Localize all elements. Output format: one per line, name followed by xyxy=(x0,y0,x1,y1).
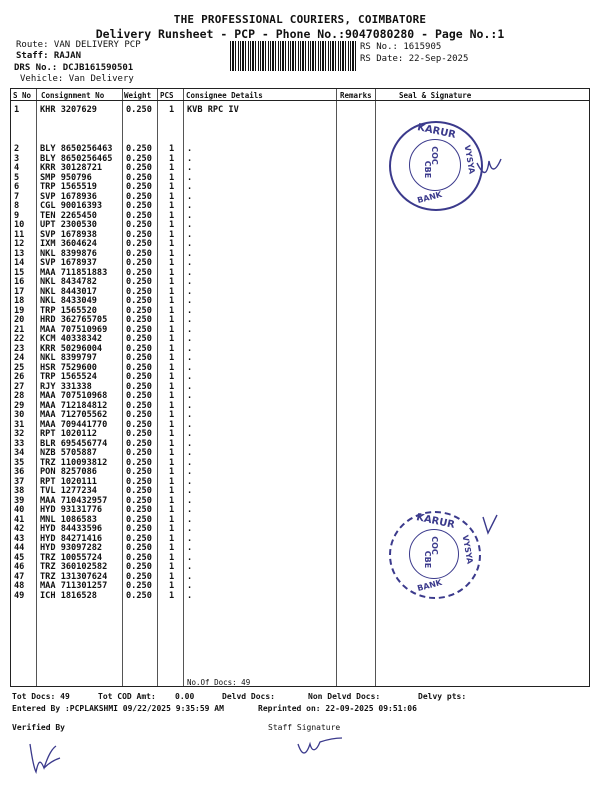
row-pcs: 1 xyxy=(169,476,175,487)
row-pcs: 1 xyxy=(169,362,175,373)
row-consignment: HYD 84433596 xyxy=(40,524,103,534)
row-sno: 18 xyxy=(14,296,25,306)
row-sno: 31 xyxy=(14,419,25,430)
row-consignment: SMP 950796 xyxy=(40,172,92,183)
signature-mark-top xyxy=(475,155,505,181)
row-consignment: BLR 695456774 xyxy=(40,438,108,449)
row-pcs: 1 xyxy=(169,163,175,173)
col-consignment-header: Consignment No xyxy=(41,91,105,100)
row-weight: 0.250 xyxy=(126,153,152,164)
row-consignee: . xyxy=(187,514,193,525)
row-consignee: . xyxy=(187,486,193,496)
row-pcs: 1 xyxy=(169,201,175,211)
row-consignment: PON 8257086 xyxy=(40,467,97,477)
row-sno: 25 xyxy=(14,362,25,373)
row-consignment: KRR 50296004 xyxy=(40,343,103,354)
row-weight: 0.250 xyxy=(126,239,152,249)
row-pcs: 1 xyxy=(169,144,175,154)
row-consignment: TRZ 131307624 xyxy=(40,571,108,582)
row-sno: 47 xyxy=(14,571,25,582)
row-pcs: 1 xyxy=(169,590,175,601)
row-consignee: . xyxy=(187,476,193,487)
verifier-signature xyxy=(26,738,66,778)
row-sno: 37 xyxy=(14,476,25,487)
row-sno: 4 xyxy=(14,163,20,173)
row-pcs: 1 xyxy=(169,324,175,335)
row-consignee: . xyxy=(187,438,193,449)
row-pcs: 1 xyxy=(169,305,175,316)
stamp2-bottom-text: BANK xyxy=(416,577,443,594)
row-consignment: KRR 30128721 xyxy=(40,163,103,173)
row-sno: 27 xyxy=(14,381,25,392)
runsheet-title: Delivery Runsheet - PCP - Phone No.:9047080280 - Page No.:1 xyxy=(95,27,505,41)
tot-cod-label: Tot COD Amt: xyxy=(98,692,156,701)
stamp2-right-text: VYSYA xyxy=(460,534,475,565)
company-name: THE PROFESSIONAL COURIERS, COIMBATORE xyxy=(173,13,427,26)
bank-stamp-bottom xyxy=(389,511,481,599)
row-pcs: 1 xyxy=(169,381,175,392)
col-seal-header: Seal & Signature xyxy=(399,91,472,100)
row-sno: 34 xyxy=(14,448,25,458)
row-weight: 0.250 xyxy=(126,315,152,325)
row-consignee: . xyxy=(187,343,193,354)
row-sno: 1 xyxy=(14,105,20,115)
row-pcs: 1 xyxy=(169,495,175,506)
row-pcs: 1 xyxy=(169,486,175,496)
row-pcs: 1 xyxy=(169,343,175,354)
row-pcs: 1 xyxy=(169,334,175,344)
row-pcs: 1 xyxy=(169,524,175,534)
row-consignment: KCM 40338342 xyxy=(40,334,103,344)
row-pcs: 1 xyxy=(169,562,175,572)
row-sno: 42 xyxy=(14,524,25,534)
row-sno: 30 xyxy=(14,410,25,420)
row-weight: 0.250 xyxy=(126,429,152,439)
row-weight: 0.250 xyxy=(126,448,152,458)
row-pcs: 1 xyxy=(169,552,175,563)
row-weight: 0.250 xyxy=(126,305,152,316)
row-pcs: 1 xyxy=(169,277,175,287)
row-consignee: . xyxy=(187,372,193,382)
row-consignment: MAA 710432957 xyxy=(40,495,108,506)
non-delvd-docs: Non Delvd Docs: xyxy=(308,692,381,701)
row-sno: 3 xyxy=(14,153,20,164)
row-weight: 0.250 xyxy=(126,163,152,173)
row-consignee: . xyxy=(187,191,193,202)
row-pcs: 1 xyxy=(169,400,175,411)
row-weight: 0.250 xyxy=(126,267,152,278)
row-pcs: 1 xyxy=(169,229,175,240)
row-pcs: 1 xyxy=(169,514,175,525)
row-consignment: BLY 8650256465 xyxy=(40,153,113,164)
row-consignee: . xyxy=(187,562,193,572)
row-consignee: . xyxy=(187,153,193,164)
row-sno: 33 xyxy=(14,438,25,449)
row-consignment: MAA 707510969 xyxy=(40,324,108,335)
row-weight: 0.250 xyxy=(126,343,152,354)
row-weight: 0.250 xyxy=(126,505,152,515)
row-sno: 48 xyxy=(14,581,25,591)
row-consignment: KHR 3207629 xyxy=(40,105,97,115)
row-consignment: SVP 1678936 xyxy=(40,191,97,202)
row-consignment: TRP 1565519 xyxy=(40,182,97,192)
col-sno-header: S No xyxy=(13,91,32,100)
rs-date: RS Date: 22-Sep-2025 xyxy=(360,54,469,64)
row-sno: 46 xyxy=(14,562,25,572)
row-weight: 0.250 xyxy=(126,400,152,411)
row-consignment: RPT 1020112 xyxy=(40,429,97,439)
row-weight: 0.250 xyxy=(126,324,152,335)
row-sno: 49 xyxy=(14,590,25,601)
row-consignment: MNL 1086583 xyxy=(40,514,97,525)
col-remarks-header: Remarks xyxy=(340,91,372,100)
barcode-image xyxy=(230,41,358,71)
row-consignee: . xyxy=(187,210,193,221)
row-consignee: . xyxy=(187,362,193,373)
row-pcs: 1 xyxy=(169,191,175,202)
row-sno: 45 xyxy=(14,552,25,563)
row-consignee: . xyxy=(187,353,193,363)
row-weight: 0.250 xyxy=(126,552,152,563)
row-consignment: NKL 8443017 xyxy=(40,286,97,297)
row-weight: 0.250 xyxy=(126,191,152,202)
row-consignment: UPT 2300530 xyxy=(40,220,97,230)
row-pcs: 1 xyxy=(169,248,175,259)
row-pcs: 1 xyxy=(169,419,175,430)
row-consignee: . xyxy=(187,410,193,420)
staff-label: Staff: RAJAN xyxy=(16,51,82,61)
row-pcs: 1 xyxy=(169,286,175,297)
row-sno: 8 xyxy=(14,201,20,211)
row-consignee: . xyxy=(187,277,193,287)
row-sno: 14 xyxy=(14,258,25,268)
entered-by: Entered By :PCPLAKSHMI 09/22/2025 9:35:59 AM xyxy=(12,704,224,713)
row-sno: 39 xyxy=(14,495,25,506)
row-weight: 0.250 xyxy=(126,277,152,287)
row-consignment: MAA 709441770 xyxy=(40,419,108,430)
row-pcs: 1 xyxy=(169,410,175,420)
row-weight: 0.250 xyxy=(126,229,152,240)
row-consignee: . xyxy=(187,201,193,211)
row-pcs: 1 xyxy=(169,210,175,221)
row-weight: 0.250 xyxy=(126,201,152,211)
row-consignment: NKL 8433049 xyxy=(40,296,97,306)
delvy-pts: Delvy pts: xyxy=(418,692,467,701)
row-pcs: 1 xyxy=(169,220,175,230)
row-weight: 0.250 xyxy=(126,353,152,363)
row-pcs: 1 xyxy=(169,391,175,401)
row-consignee: . xyxy=(187,172,193,183)
row-weight: 0.250 xyxy=(126,182,152,192)
row-consignee: . xyxy=(187,419,193,430)
row-weight: 0.250 xyxy=(126,296,152,306)
runsheet-table xyxy=(10,88,590,687)
row-pcs: 1 xyxy=(169,571,175,582)
row-weight: 0.250 xyxy=(126,457,152,468)
row-consignee: . xyxy=(187,400,193,411)
row-weight: 0.250 xyxy=(126,486,152,496)
row-consignee: . xyxy=(187,524,193,534)
row-pcs: 1 xyxy=(169,296,175,306)
row-consignment: SVP 1678937 xyxy=(40,258,97,268)
row-weight: 0.250 xyxy=(126,210,152,221)
row-consignee: . xyxy=(187,505,193,515)
row-consignment: MAA 707510968 xyxy=(40,391,108,401)
row-consignment: CGL 90016393 xyxy=(40,201,103,211)
row-consignment: NKL 8434782 xyxy=(40,277,97,287)
row-pcs: 1 xyxy=(169,153,175,164)
row-pcs: 1 xyxy=(169,105,175,115)
col-pcs-header: PCS xyxy=(160,91,174,100)
row-consignment: HRD 362765705 xyxy=(40,315,108,325)
row-sno: 26 xyxy=(14,372,25,382)
row-pcs: 1 xyxy=(169,239,175,249)
row-pcs: 1 xyxy=(169,258,175,268)
row-pcs: 1 xyxy=(169,467,175,477)
row-weight: 0.250 xyxy=(126,372,152,382)
row-weight: 0.250 xyxy=(126,419,152,430)
row-consignment: RPT 1020111 xyxy=(40,476,97,487)
row-weight: 0.250 xyxy=(126,220,152,230)
row-pcs: 1 xyxy=(169,448,175,458)
row-sno: 11 xyxy=(14,229,25,240)
row-consignment: BLY 8650256463 xyxy=(40,144,113,154)
row-consignment: HYD 84271416 xyxy=(40,533,103,544)
row-sno: 38 xyxy=(14,486,25,496)
stamp-bottom-text: BANK xyxy=(416,189,443,206)
stamp2-top-text: KARUR xyxy=(415,512,456,531)
tot-cod-value: 0.00 xyxy=(175,692,195,701)
stamp2-center-cbe: CBE xyxy=(423,550,433,569)
row-weight: 0.250 xyxy=(126,533,152,544)
row-weight: 0.250 xyxy=(126,495,152,506)
row-sno: 41 xyxy=(14,514,25,525)
row-pcs: 1 xyxy=(169,505,175,515)
row-consignee: . xyxy=(187,305,193,316)
row-consignment: NKL 8399797 xyxy=(40,353,97,363)
row-weight: 0.250 xyxy=(126,381,152,392)
row-weight: 0.250 xyxy=(126,590,152,601)
row-pcs: 1 xyxy=(169,533,175,544)
row-consignee: . xyxy=(187,163,193,173)
row-sno: 13 xyxy=(14,248,25,259)
row-sno: 35 xyxy=(14,457,25,468)
row-sno: 24 xyxy=(14,353,25,363)
row-consignment: HSR 7529600 xyxy=(40,362,97,373)
row-consignee: . xyxy=(187,495,193,506)
row-consignee: . xyxy=(187,391,193,401)
row-consignee: . xyxy=(187,229,193,240)
no-of-docs: No.Of Docs: 49 xyxy=(187,678,251,687)
row-weight: 0.250 xyxy=(126,105,152,115)
row-consignee: . xyxy=(187,296,193,306)
row-consignee: . xyxy=(187,448,193,458)
row-sno: 29 xyxy=(14,400,25,411)
row-weight: 0.250 xyxy=(126,172,152,183)
row-consignee: . xyxy=(187,467,193,477)
row-consignee: KVB RPC IV xyxy=(187,105,239,115)
row-consignee: . xyxy=(187,590,193,601)
vehicle-label: Vehicle: Van Delivery xyxy=(20,74,134,84)
row-consignee: . xyxy=(187,182,193,192)
row-weight: 0.250 xyxy=(126,334,152,344)
route-label: Route: VAN DELIVERY PCP xyxy=(16,40,141,50)
row-weight: 0.250 xyxy=(126,562,152,572)
row-sno: 16 xyxy=(14,277,25,287)
row-weight: 0.250 xyxy=(126,543,152,553)
row-consignment: MAA 711301257 xyxy=(40,581,108,591)
row-consignment: TRZ 110093812 xyxy=(40,457,108,468)
row-pcs: 1 xyxy=(169,182,175,192)
row-consignment: TEN 2265450 xyxy=(40,210,97,221)
row-consignment: HYD 93131776 xyxy=(40,505,103,515)
row-weight: 0.250 xyxy=(126,476,152,487)
reprinted-on: Reprinted on: 22-09-2025 09:51:06 xyxy=(258,704,417,713)
tot-docs: Tot Docs: 49 xyxy=(12,692,70,701)
row-consignee: . xyxy=(187,315,193,325)
drs-number: DRS No.: DCJB161590501 xyxy=(14,63,134,73)
row-sno: 32 xyxy=(14,429,25,439)
row-weight: 0.250 xyxy=(126,286,152,297)
row-pcs: 1 xyxy=(169,372,175,382)
row-weight: 0.250 xyxy=(126,391,152,401)
row-pcs: 1 xyxy=(169,172,175,183)
row-sno: 44 xyxy=(14,543,25,553)
row-consignee: . xyxy=(187,248,193,259)
row-weight: 0.250 xyxy=(126,144,152,154)
row-sno: 40 xyxy=(14,505,25,515)
row-consignment: HYD 93097282 xyxy=(40,543,103,553)
row-consignment: ICH 1816528 xyxy=(40,590,97,601)
row-consignment: NKL 8399876 xyxy=(40,248,97,259)
row-consignee: . xyxy=(187,267,193,278)
row-sno: 23 xyxy=(14,343,25,354)
row-consignee: . xyxy=(187,429,193,439)
row-pcs: 1 xyxy=(169,315,175,325)
row-consignee: . xyxy=(187,324,193,335)
col-consignee-header: Consignee Details xyxy=(186,91,263,100)
stamp-center-coc: COC xyxy=(429,146,439,165)
row-consignee: . xyxy=(187,334,193,344)
row-consignment: SVP 1678938 xyxy=(40,229,97,240)
row-sno: 22 xyxy=(14,334,25,344)
row-sno: 19 xyxy=(14,305,25,316)
row-weight: 0.250 xyxy=(126,258,152,268)
stamp2-center-coc: COC xyxy=(429,536,439,555)
row-pcs: 1 xyxy=(169,581,175,591)
bank-stamp-top xyxy=(389,121,483,211)
row-weight: 0.250 xyxy=(126,514,152,525)
row-sno: 2 xyxy=(14,144,20,154)
row-consignment: MAA 712705562 xyxy=(40,410,108,420)
row-consignment: RJY 331338 xyxy=(40,381,92,392)
row-consignee: . xyxy=(187,258,193,268)
row-consignee: . xyxy=(187,286,193,297)
row-consignee: . xyxy=(187,381,193,392)
row-consignment: TRP 1565524 xyxy=(40,372,97,382)
row-weight: 0.250 xyxy=(126,438,152,449)
row-sno: 43 xyxy=(14,533,25,544)
row-sno: 5 xyxy=(14,172,20,183)
row-weight: 0.250 xyxy=(126,362,152,373)
row-consignment: NZB 5705887 xyxy=(40,448,97,458)
row-pcs: 1 xyxy=(169,267,175,278)
row-weight: 0.250 xyxy=(126,524,152,534)
verified-by-label: Verified By xyxy=(12,723,65,732)
row-pcs: 1 xyxy=(169,457,175,468)
row-pcs: 1 xyxy=(169,429,175,439)
col-weight-header: Weight xyxy=(124,91,152,100)
staff-signature-label: Staff Signature xyxy=(268,723,341,732)
row-consignee: . xyxy=(187,543,193,553)
row-consignee: . xyxy=(187,533,193,544)
staff-signature-mark xyxy=(296,734,344,758)
row-sno: 6 xyxy=(14,182,20,192)
signature-mark-bottom xyxy=(481,513,501,537)
row-consignment: MAA 712184812 xyxy=(40,400,108,411)
row-weight: 0.250 xyxy=(126,410,152,420)
row-weight: 0.250 xyxy=(126,571,152,582)
row-pcs: 1 xyxy=(169,543,175,553)
row-pcs: 1 xyxy=(169,353,175,363)
row-consignment: TVL 1277234 xyxy=(40,486,97,496)
row-consignee: . xyxy=(187,239,193,249)
row-consignment: TRZ 10055724 xyxy=(40,552,103,563)
stamp-center-cbe: CBE xyxy=(423,160,433,179)
row-weight: 0.250 xyxy=(126,581,152,591)
stamp-right-text: VYSYA xyxy=(462,144,477,175)
row-consignee: . xyxy=(187,220,193,230)
delvd-docs: Delvd Docs: xyxy=(222,692,275,701)
row-sno: 12 xyxy=(14,239,25,249)
row-sno: 10 xyxy=(14,220,25,230)
row-sno: 9 xyxy=(14,210,20,221)
row-weight: 0.250 xyxy=(126,467,152,477)
row-consignment: IXM 3604624 xyxy=(40,239,97,249)
row-sno: 17 xyxy=(14,286,25,297)
row-sno: 15 xyxy=(14,267,25,278)
row-consignee: . xyxy=(187,457,193,468)
row-weight: 0.250 xyxy=(126,248,152,259)
row-sno: 36 xyxy=(14,467,25,477)
row-consignee: . xyxy=(187,571,193,582)
row-consignee: . xyxy=(187,144,193,154)
row-sno: 7 xyxy=(14,191,20,202)
stamp-top-text: KARUR xyxy=(416,122,457,141)
row-consignment: MAA 711851883 xyxy=(40,267,108,278)
row-consignee: . xyxy=(187,552,193,563)
row-pcs: 1 xyxy=(169,438,175,449)
row-consignee: . xyxy=(187,581,193,591)
row-sno: 28 xyxy=(14,391,25,401)
rs-number: RS No.: 1615905 xyxy=(360,42,442,52)
row-consignment: TRP 1565520 xyxy=(40,305,97,316)
row-sno: 20 xyxy=(14,315,25,325)
row-sno: 21 xyxy=(14,324,25,335)
row-consignment: TRZ 360102582 xyxy=(40,562,108,572)
